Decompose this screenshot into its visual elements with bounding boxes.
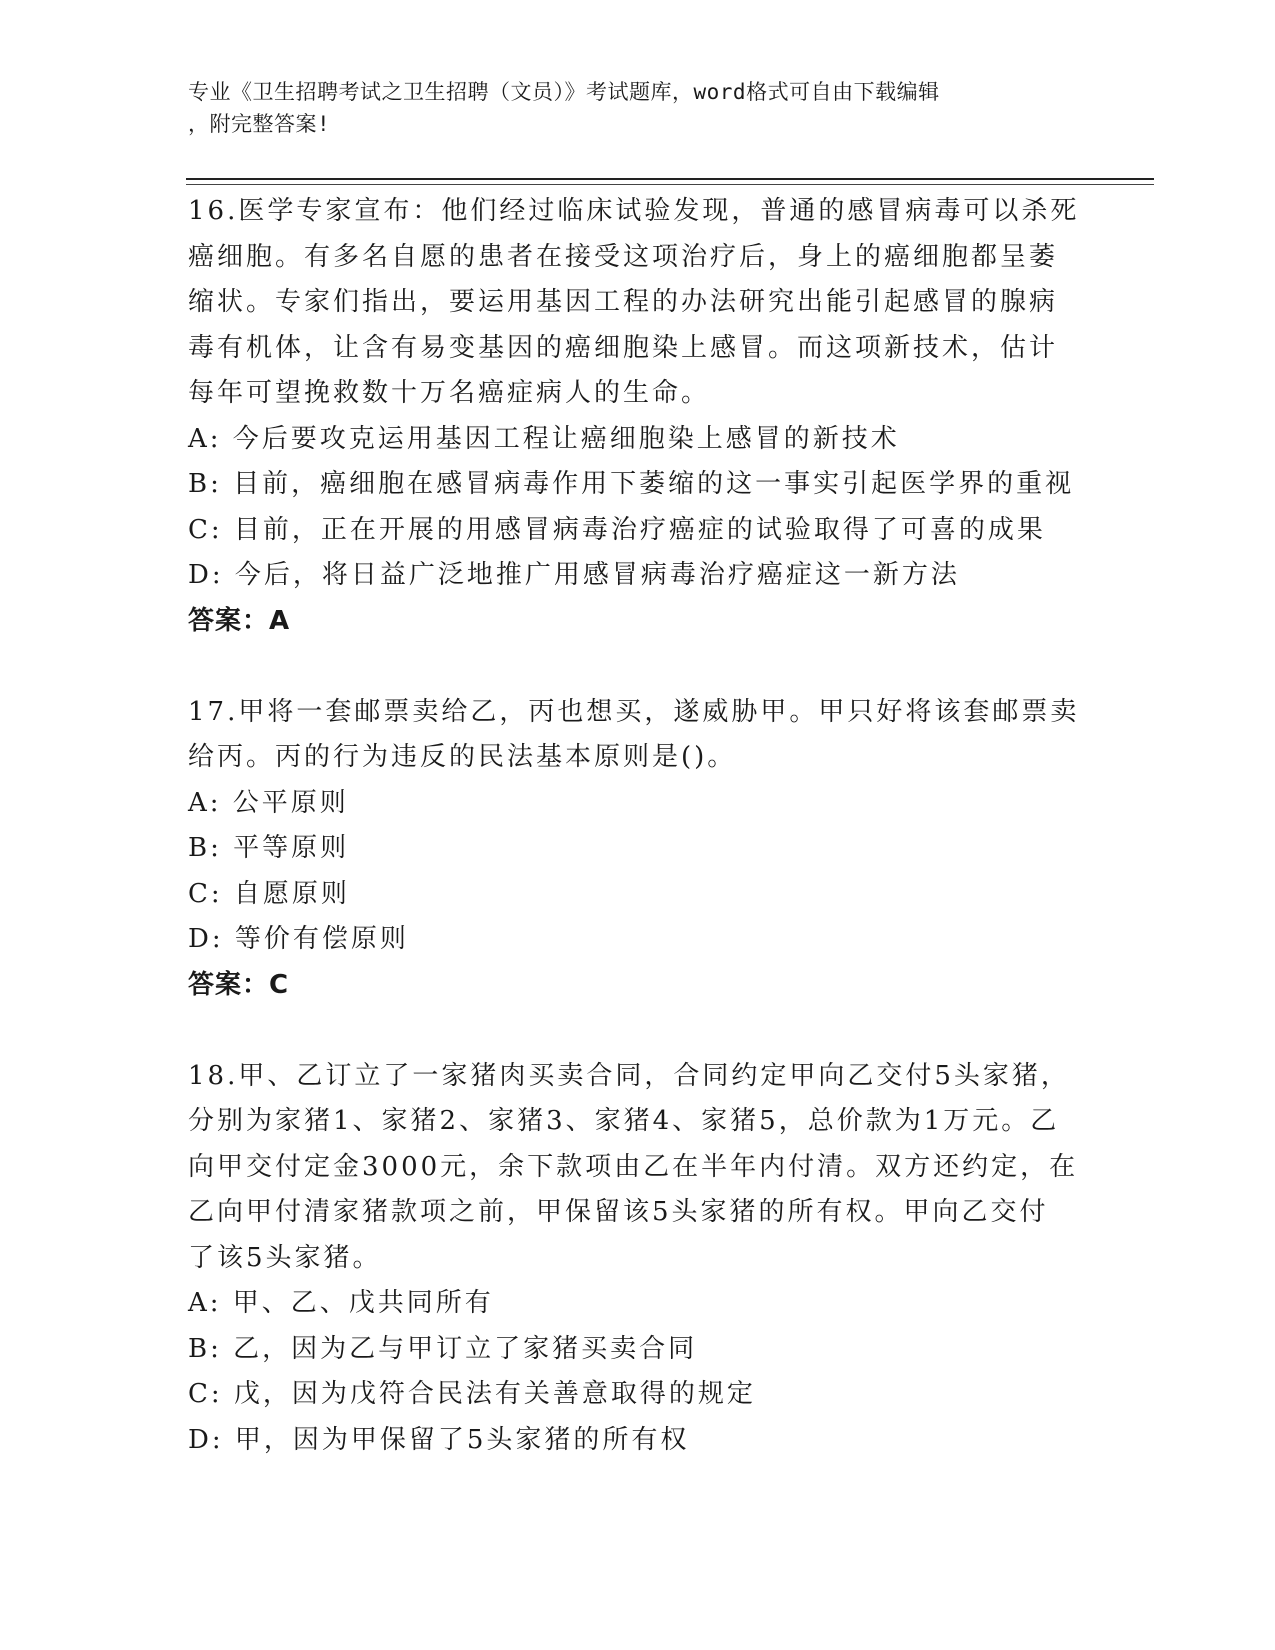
header-line: 专业《卫生招聘考试之卫生招聘（文员）》考试题库，word格式可自由下载编辑 — [188, 80, 940, 104]
question-list — [188, 189, 1088, 1463]
document-header — [188, 76, 1068, 140]
option-d: D: 今后，将日益广泛地推广用感冒病毒治疗癌症这一新方法 — [188, 560, 960, 590]
option-d: D: 等价有偿原则 — [188, 924, 409, 954]
option-d: D: 甲，因为甲保留了5头家猪的所有权 — [188, 1424, 690, 1455]
header-divider-thin — [186, 184, 1154, 185]
option-b: B: 平等原则 — [188, 833, 350, 863]
question-text-line: 毒有机体，让含有易变基因的癌细胞染上感冒。而这项新技术，估计 — [188, 332, 1059, 363]
question-spacer — [188, 1008, 1088, 1054]
option-c: C: 目前，正在开展的用感冒病毒治疗癌症的试验取得了可喜的成果 — [188, 514, 1046, 545]
option-c: C: 自愿原则 — [188, 878, 350, 909]
question-text-line: 18.甲、乙订立了一家猪肉买卖合同，合同约定甲向乙交付5头家猪， — [188, 1060, 1070, 1091]
option-b: B: 乙，因为乙与甲订立了家猪买卖合同 — [188, 1333, 698, 1364]
question-18 — [188, 1054, 1088, 1464]
question-text-line: 16.医学专家宣布：他们经过临床试验发现，普通的感冒病毒可以杀死 — [188, 196, 1080, 226]
question-17 — [188, 690, 1088, 1009]
header-line: ，附完整答案! — [188, 112, 331, 136]
option-a: A: 甲、乙、戊共同所有 — [188, 1288, 494, 1318]
header-divider — [186, 178, 1154, 180]
answer-label: 答案：A — [188, 605, 291, 636]
question-text-line: 每年可望挽救数十万名癌症病人的生命。 — [188, 378, 711, 408]
question-text-line: 分别为家猪1、家猪2、家猪3、家猪4、家猪5，总价款为1万元。乙 — [188, 1106, 1060, 1136]
answer-label: 答案：C — [188, 969, 290, 1000]
question-text-line: 17.甲将一套邮票卖给乙，丙也想买，遂威胁甲。甲只好将该套邮票卖 — [188, 696, 1080, 727]
option-a: A: 今后要攻克运用基因工程让癌细胞染上感冒的新技术 — [188, 423, 900, 454]
option-b: B: 目前，癌细胞在感冒病毒作用下萎缩的这一事实引起医学界的重视 — [188, 469, 1075, 499]
question-16 — [188, 189, 1088, 644]
question-text-line: 缩状。专家们指出，要运用基因工程的办法研究出能引起感冒的腺病 — [188, 287, 1059, 317]
question-text-line: 癌细胞。有多名自愿的患者在接受这项治疗后，身上的癌细胞都呈萎 — [188, 241, 1059, 272]
question-text-line: 了该5头家猪。 — [188, 1242, 382, 1273]
question-text-line: 向甲交付定金3000元，余下款项由乙在半年内付清。双方还约定，在 — [188, 1151, 1079, 1182]
option-a: A: 公平原则 — [188, 787, 349, 818]
question-spacer — [188, 644, 1088, 690]
question-text-line: 乙向甲付清家猪款项之前，甲保留该5头家猪的所有权。甲向乙交付 — [188, 1197, 1049, 1227]
question-text-line: 给丙。丙的行为违反的民法基本原则是()。 — [188, 742, 737, 772]
option-c: C: 戊，因为戊符合民法有关善意取得的规定 — [188, 1379, 756, 1409]
